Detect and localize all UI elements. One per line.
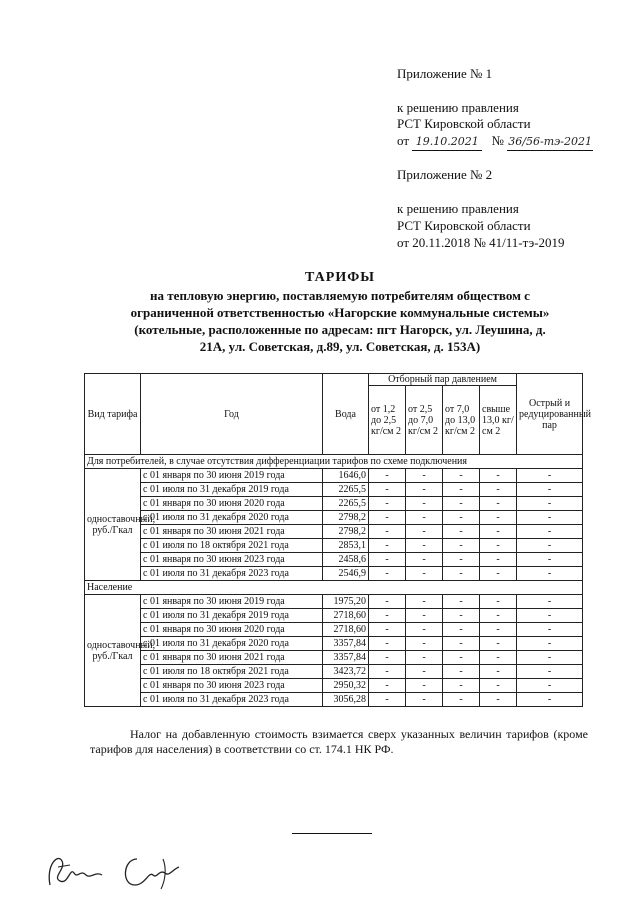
- sharp-steam-value: -: [517, 609, 583, 623]
- water-value: 2718,60: [323, 609, 369, 623]
- table-row: [85, 679, 583, 693]
- pressure-2-value: -: [406, 623, 443, 637]
- pressure-1-value: -: [369, 623, 406, 637]
- pressure-2-value: -: [406, 595, 443, 609]
- table-row: [85, 609, 583, 623]
- col-header-water: Вода: [323, 374, 369, 455]
- handwritten-date: 19.10.2021: [412, 134, 482, 151]
- pressure-4-value: -: [480, 595, 517, 609]
- sharp-steam-value: -: [517, 651, 583, 665]
- water-value: 2265,5: [323, 497, 369, 511]
- document-title: ТАРИФЫ: [305, 270, 375, 285]
- pressure-1-value: -: [369, 679, 406, 693]
- col-header-pressure-1: от 1,2 до 2,5 кг/см 2: [369, 386, 406, 455]
- water-value: 1646,0: [323, 469, 369, 483]
- period-cell: с 01 января по 30 июня 2021 года: [141, 525, 323, 539]
- document-subtitle: на тепловую энергию, поставляемую потребителям обществом с ограниченной ответственностью «Нагорские коммунальные системы» (котельные, расположенные по адресам: пгт Нагорск, ул. Леушина, д. 21А, ул. Советская, д.89, ул. Советская, д. 153А): [130, 288, 550, 354]
- handwritten-number: 36/56-тэ-2021: [507, 134, 593, 151]
- pressure-4-value: -: [480, 539, 517, 553]
- section-title: Население: [85, 581, 583, 595]
- pressure-1-value: -: [369, 553, 406, 567]
- org-name-2: РСТ Кировской области: [397, 218, 531, 233]
- col-header-sharp-steam: Острый и редуцированный пар: [517, 374, 583, 455]
- pressure-1-value: -: [369, 665, 406, 679]
- water-value: 3056,28: [323, 693, 369, 707]
- table-row: [85, 469, 583, 483]
- table-row: [85, 511, 583, 525]
- table-row: [85, 497, 583, 511]
- pressure-2-value: -: [406, 525, 443, 539]
- pressure-2-value: -: [406, 665, 443, 679]
- section-row: [85, 455, 583, 469]
- water-value: 2950,32: [323, 679, 369, 693]
- water-value: 3357,84: [323, 637, 369, 651]
- water-value: 2718,60: [323, 623, 369, 637]
- sharp-steam-value: -: [517, 483, 583, 497]
- water-value: 3423,72: [323, 665, 369, 679]
- pressure-2-value: -: [406, 679, 443, 693]
- pressure-1-value: -: [369, 637, 406, 651]
- decision-line-2: к решению правления: [397, 201, 519, 216]
- pressure-2-value: -: [406, 553, 443, 567]
- pressure-3-value: -: [443, 553, 480, 567]
- pressure-3-value: -: [443, 693, 480, 707]
- water-value: 2546,9: [323, 567, 369, 581]
- sharp-steam-value: -: [517, 595, 583, 609]
- pressure-4-value: -: [480, 693, 517, 707]
- table-row: [85, 539, 583, 553]
- period-cell: с 01 июля по 31 декабря 2023 года: [141, 567, 323, 581]
- water-value: 3357,84: [323, 651, 369, 665]
- pressure-4-value: -: [480, 679, 517, 693]
- pressure-3-value: -: [443, 665, 480, 679]
- pressure-3-value: -: [443, 637, 480, 651]
- pressure-3-value: -: [443, 497, 480, 511]
- pressure-4-value: -: [480, 623, 517, 637]
- pressure-2-value: -: [406, 609, 443, 623]
- col-header-steam: Отборный пар давлением: [369, 374, 517, 386]
- pressure-3-value: -: [443, 469, 480, 483]
- period-cell: с 01 января по 30 июня 2020 года: [141, 497, 323, 511]
- sharp-steam-value: -: [517, 567, 583, 581]
- pressure-1-value: -: [369, 483, 406, 497]
- pressure-4-value: -: [480, 567, 517, 581]
- pressure-3-value: -: [443, 609, 480, 623]
- table-row: [85, 483, 583, 497]
- period-cell: с 01 июля по 31 декабря 2023 года: [141, 693, 323, 707]
- pressure-1-value: -: [369, 567, 406, 581]
- table-row: [85, 553, 583, 567]
- sharp-steam-value: -: [517, 693, 583, 707]
- pressure-3-value: -: [443, 525, 480, 539]
- tariff-type-cell: одноставочный, руб./Гкал: [85, 469, 141, 581]
- sharp-steam-value: -: [517, 679, 583, 693]
- pressure-2-value: -: [406, 539, 443, 553]
- section-title: Для потребителей, в случае отсутствия дифференциации тарифов по схеме подключения: [85, 455, 583, 469]
- tariff-table: [84, 373, 591, 707]
- pressure-1-value: -: [369, 609, 406, 623]
- pressure-3-value: -: [443, 651, 480, 665]
- sharp-steam-value: -: [517, 469, 583, 483]
- period-cell: с 01 января по 30 июня 2023 года: [141, 679, 323, 693]
- pressure-3-value: -: [443, 539, 480, 553]
- pressure-3-value: -: [443, 595, 480, 609]
- header-row-1: [85, 374, 583, 386]
- table-row: [85, 567, 583, 581]
- pressure-1-value: -: [369, 469, 406, 483]
- table-row: [85, 665, 583, 679]
- table-row: [85, 637, 583, 651]
- table-row: [85, 595, 583, 609]
- pressure-4-value: -: [480, 525, 517, 539]
- sharp-steam-value: -: [517, 525, 583, 539]
- water-value: 2798,2: [323, 525, 369, 539]
- period-cell: с 01 января по 30 июня 2023 года: [141, 553, 323, 567]
- appendix-1-label: Приложение № 1: [397, 66, 493, 81]
- appendix-2-label: Приложение № 2: [397, 167, 493, 182]
- sharp-steam-value: -: [517, 511, 583, 525]
- sharp-steam-value: -: [517, 623, 583, 637]
- pressure-1-value: -: [369, 497, 406, 511]
- col-header-pressure-3: от 7,0 до 13,0 кг/см 2: [443, 386, 480, 455]
- pressure-1-value: -: [369, 651, 406, 665]
- divider-line: [292, 833, 372, 834]
- water-value: 2458,6: [323, 553, 369, 567]
- table-row: [85, 623, 583, 637]
- decision-ref-2: от 20.11.2018 № 41/11-тэ-2019: [397, 235, 565, 250]
- period-cell: с 01 января по 30 июня 2019 года: [141, 469, 323, 483]
- signature-2: [115, 845, 185, 895]
- table-row: [85, 525, 583, 539]
- pressure-3-value: -: [443, 511, 480, 525]
- pressure-2-value: -: [406, 693, 443, 707]
- pressure-1-value: -: [369, 511, 406, 525]
- org-name: РСТ Кировской области: [397, 116, 531, 131]
- table-row: [85, 693, 583, 707]
- number-prefix: №: [491, 133, 504, 148]
- sharp-steam-value: -: [517, 665, 583, 679]
- period-cell: с 01 июля по 31 декабря 2020 года: [141, 511, 323, 525]
- vat-note: Налог на добавленную стоимость взимается сверх указанных величин тарифов (кроме тарифов для населения) в соответствии со ст. 174.1 НК РФ.: [90, 727, 588, 756]
- pressure-2-value: -: [406, 511, 443, 525]
- section-row: [85, 581, 583, 595]
- water-value: 1975,20: [323, 595, 369, 609]
- signature-1: [40, 845, 110, 895]
- col-header-type: Вид тарифа: [85, 374, 141, 455]
- period-cell: с 01 июля по 18 октября 2021 года: [141, 539, 323, 553]
- period-cell: с 01 января по 30 июня 2019 года: [141, 595, 323, 609]
- pressure-3-value: -: [443, 483, 480, 497]
- col-header-pressure-2: от 2,5 до 7,0 кг/см 2: [406, 386, 443, 455]
- pressure-1-value: -: [369, 693, 406, 707]
- period-cell: с 01 января по 30 июня 2021 года: [141, 651, 323, 665]
- pressure-4-value: -: [480, 497, 517, 511]
- water-value: 2798,2: [323, 511, 369, 525]
- period-cell: с 01 января по 30 июня 2020 года: [141, 623, 323, 637]
- water-value: 2265,5: [323, 483, 369, 497]
- pressure-1-value: -: [369, 595, 406, 609]
- pressure-4-value: -: [480, 553, 517, 567]
- pressure-4-value: -: [480, 651, 517, 665]
- sharp-steam-value: -: [517, 553, 583, 567]
- sharp-steam-value: -: [517, 637, 583, 651]
- pressure-3-value: -: [443, 567, 480, 581]
- water-value: 2853,1: [323, 539, 369, 553]
- decision-line: к решению правления: [397, 100, 519, 115]
- pressure-2-value: -: [406, 651, 443, 665]
- pressure-4-value: -: [480, 609, 517, 623]
- col-header-year: Год: [141, 374, 323, 455]
- table-row: [85, 651, 583, 665]
- pressure-2-value: -: [406, 469, 443, 483]
- pressure-4-value: -: [480, 511, 517, 525]
- sharp-steam-value: -: [517, 539, 583, 553]
- pressure-4-value: -: [480, 665, 517, 679]
- date-prefix: от: [397, 133, 410, 148]
- pressure-4-value: -: [480, 483, 517, 497]
- pressure-4-value: -: [480, 469, 517, 483]
- sharp-steam-value: -: [517, 497, 583, 511]
- col-header-pressure-4: свыше 13,0 кг/см 2: [480, 386, 517, 455]
- pressure-2-value: -: [406, 567, 443, 581]
- pressure-1-value: -: [369, 525, 406, 539]
- period-cell: с 01 июля по 18 октября 2021 года: [141, 665, 323, 679]
- period-cell: с 01 июля по 31 декабря 2020 года: [141, 637, 323, 651]
- tariff-type-cell: одноставочный, руб./Гкал: [85, 595, 141, 707]
- pressure-2-value: -: [406, 497, 443, 511]
- pressure-4-value: -: [480, 637, 517, 651]
- pressure-1-value: -: [369, 539, 406, 553]
- pressure-3-value: -: [443, 679, 480, 693]
- period-cell: с 01 июля по 31 декабря 2019 года: [141, 609, 323, 623]
- pressure-2-value: -: [406, 637, 443, 651]
- pressure-3-value: -: [443, 623, 480, 637]
- pressure-2-value: -: [406, 483, 443, 497]
- period-cell: с 01 июля по 31 декабря 2019 года: [141, 483, 323, 497]
- decision-date-line: [397, 133, 593, 151]
